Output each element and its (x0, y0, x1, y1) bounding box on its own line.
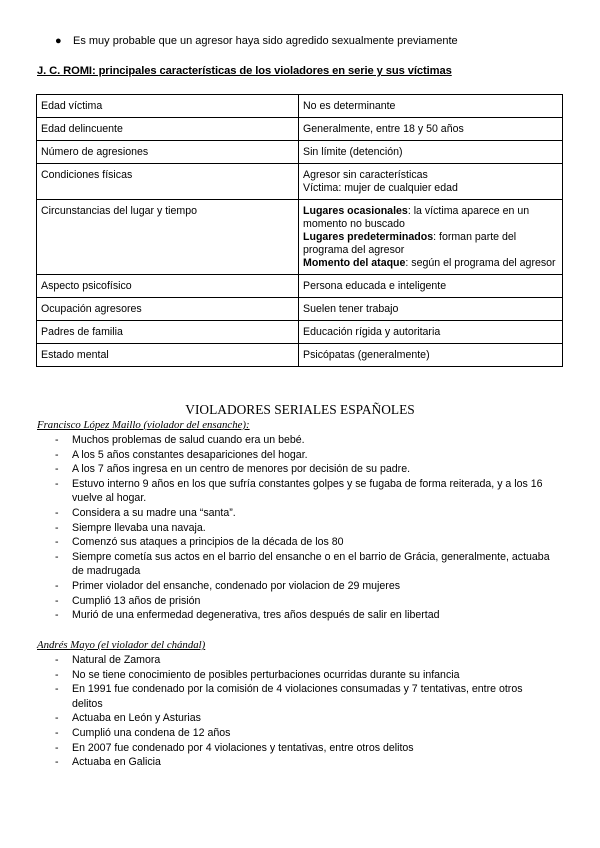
rich-text: : según el programa del agresor (405, 257, 556, 269)
table-cell-label: Edad víctima (37, 95, 299, 118)
table-cell-label: Condiciones físicas (37, 164, 299, 200)
value-line: Educación rígida y autoritaria (303, 326, 441, 338)
rich-bold: Lugares predeterminados (303, 231, 434, 243)
section2-heading: Andrés Mayo (el violador del chándal) (37, 639, 206, 651)
table-cell-value (299, 275, 563, 298)
table-cell-value (299, 344, 563, 367)
list-item: - Actuaba en León y Asturias (55, 711, 555, 726)
value-line: Sin límite (detención) (303, 146, 403, 158)
list-item: - Comenzó sus ataques a principios de la década de los 80 (55, 535, 555, 550)
rich-line (303, 257, 558, 270)
value-line: Psicópatas (generalmente) (303, 349, 430, 361)
table-cell-value (299, 321, 563, 344)
list-item: - Muchos problemas de salud cuando era un bebé. (55, 433, 555, 448)
traits-table (36, 94, 563, 367)
table-row (37, 141, 563, 164)
table-cell-label: Ocupación agresores (37, 298, 299, 321)
list-item: - Cumplió 13 años de prisión (55, 594, 555, 609)
list-item: - Natural de Zamora (55, 653, 555, 668)
value-line: Generalmente, entre 18 y 50 años (303, 123, 464, 135)
table-row (37, 95, 563, 118)
table-cell-value (299, 95, 563, 118)
list-item: - Murió de una enfermedad degenerativa, tres años después de salir en libertad (55, 608, 555, 623)
value-line: Persona educada e inteligente (303, 280, 447, 292)
list-item: - Siempre cometía sus actos en el barrio del ensanche o en el barrio de Grácia, generalmente, actuaba de madrugada (55, 550, 555, 579)
table-row (37, 344, 563, 367)
top-bullet (55, 34, 458, 49)
list-item: - Estuvo interno 9 años en los que sufría constantes golpes y se fugaba de forma reiterada, y a los 16 vuelve al hogar. (55, 477, 555, 506)
list-item: - Siempre llevaba una navaja. (55, 521, 555, 536)
table-cell-label: Aspecto psicofísico (37, 275, 299, 298)
value-line: Víctima: mujer de cualquier edad (303, 182, 458, 194)
list-item: - En 2007 fue condenado por 4 violaciones y tentativas, entre otros delitos (55, 741, 555, 756)
rich-text: : forman parte del programa del agresor (303, 231, 517, 256)
list-item: - No se tiene conocimiento de posibles perturbaciones ocurridas durante su infancia (55, 668, 555, 683)
table-cell-label: Edad delincuente (37, 118, 299, 141)
list-item: - Considera a su madre una “santa”. (55, 506, 555, 521)
table-cell-value (299, 141, 563, 164)
list-item: - Primer violador del ensanche, condenado por violacion de 29 mujeres (55, 579, 555, 594)
table-cell-label: Padres de familia (37, 321, 299, 344)
table-cell-label: Circunstancias del lugar y tiempo (37, 200, 299, 275)
value-line: Agresor sin características (303, 169, 428, 181)
table-row (37, 275, 563, 298)
rich-bold: Momento del ataque (303, 257, 406, 269)
value-line: Suelen tener trabajo (303, 303, 399, 315)
section1-heading: Francisco López Maillo (violador del ensanche): (37, 419, 250, 431)
list-item: - En 1991 fue condenado por la comisión de 4 violaciones consumadas y 7 tentativas, entre otros delitos (55, 682, 555, 711)
table-cell-value (299, 164, 563, 200)
rich-text: : la víctima aparece en un momento no buscado (303, 205, 530, 230)
section2-list (55, 653, 555, 770)
table-row (37, 118, 563, 141)
list-item: - Cumplió una condena de 12 años (55, 726, 555, 741)
table-row (37, 298, 563, 321)
table-cell-label: Número de agresiones (37, 141, 299, 164)
list-item: - Actuaba en Galicia (55, 755, 555, 770)
bullet-dot-icon: ● (55, 35, 62, 47)
list-item: - A los 5 años constantes desapariciones del hogar. (55, 448, 555, 463)
top-bullet-text: Es muy probable que un agresor haya sido agredido sexualmente previamente (73, 35, 458, 47)
main-title: VIOLADORES SERIALES ESPAÑOLES (185, 402, 415, 417)
section-title: J. C. ROMI: principales características de los violadores en serie y sus víctimas (37, 65, 452, 77)
value-line: No es determinante (303, 100, 396, 112)
table-cell-value (299, 298, 563, 321)
list-item: - A los 7 años ingresa en un centro de menores por decisión de su padre. (55, 462, 555, 477)
table-row (37, 200, 563, 275)
table-row (37, 164, 563, 200)
section1-list (55, 433, 555, 623)
table-row (37, 321, 563, 344)
table-cell-value (299, 200, 563, 275)
table-cell-label: Estado mental (37, 344, 299, 367)
rich-line (303, 205, 558, 231)
rich-line (303, 231, 558, 257)
table-cell-value (299, 118, 563, 141)
rich-bold: Lugares ocasionales (303, 205, 408, 217)
